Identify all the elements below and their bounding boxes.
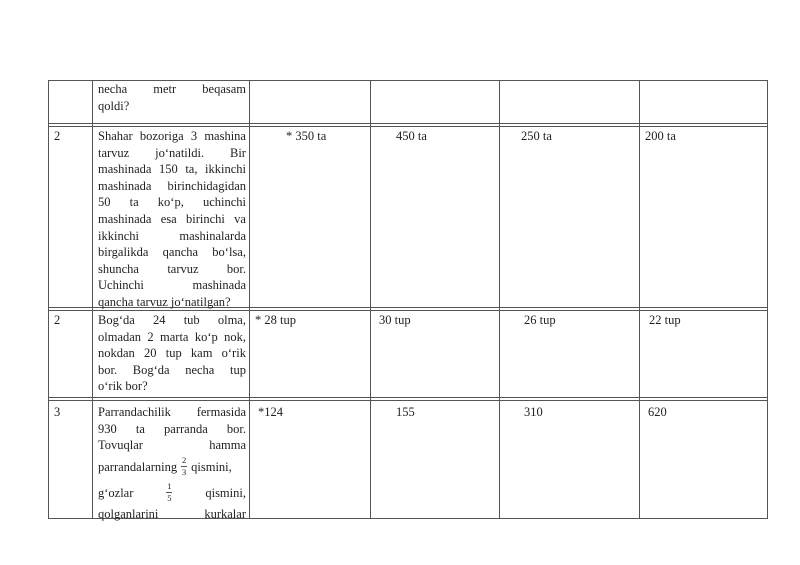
answer-option-d: 620 [648, 405, 667, 419]
column-divider [639, 80, 640, 519]
answer-option-c: 310 [524, 405, 543, 419]
column-divider [92, 80, 93, 519]
answer-option-a: * 28 tup [255, 313, 296, 327]
text-line: o‘rik bor? [98, 379, 148, 394]
text-line: 50 ta ko‘p, uchinchi [98, 195, 246, 210]
fraction-numerator: 2 [182, 455, 187, 466]
text-line-with-fraction [98, 480, 246, 506]
question-number: 3 [54, 405, 61, 419]
text-line: 930 ta parranda bor. [98, 421, 246, 436]
text-line: qolganlarini kurkalar [98, 506, 246, 521]
table-border-right [767, 80, 768, 519]
text-line: birgalikda qancha bo‘lsa, [98, 245, 246, 260]
answer-option-a: *124 [258, 405, 283, 419]
text-fragment: qismini, [191, 459, 232, 474]
text-line-with-fraction [98, 454, 246, 480]
row-divider [48, 123, 768, 124]
text-line: Tovuqlar hamma [98, 438, 246, 453]
row-divider [48, 397, 768, 398]
answer-option-d: 22 tup [649, 313, 681, 327]
text-line: Uchinchi mashinada [98, 278, 246, 293]
fraction-denominator: 5 [167, 493, 172, 504]
text-line: Shahar bozoriga 3 mashina [98, 129, 246, 143]
column-divider [370, 80, 371, 519]
column-divider [499, 80, 500, 519]
text-line: qoldi? [98, 98, 130, 113]
fraction-numerator: 1 [167, 481, 172, 492]
question-text [98, 312, 246, 395]
answer-option-c: 26 tup [524, 313, 556, 327]
text-line: ikkinchi mashinalarda [98, 228, 246, 243]
answer-option-b: 30 tup [379, 313, 411, 327]
text-line: mashinada 150 ta, ikkinchi [98, 162, 246, 177]
answer-option-a: * 350 ta [286, 129, 327, 143]
text-line: Bog‘da 24 tub olma, [98, 313, 246, 327]
column-divider [249, 80, 250, 519]
text-fragment: qismini, [205, 485, 246, 500]
text-line: shuncha tarvuz bor. [98, 261, 246, 276]
table-border-left [48, 80, 49, 519]
answer-option-b: 155 [396, 405, 415, 419]
text-line: Parrandachilik fermasida [98, 405, 246, 419]
fraction-two-thirds [181, 456, 187, 477]
row-divider [48, 400, 768, 401]
answer-option-c: 250 ta [521, 129, 552, 143]
question-number: 2 [54, 313, 61, 327]
text-line: qancha tarvuz jo‘natilgan? [98, 294, 231, 309]
question-text [98, 81, 246, 114]
text-line: olmadan 2 marta ko‘p nok, [98, 329, 246, 344]
question-number: 2 [54, 129, 61, 143]
question-text [98, 404, 246, 522]
answer-option-b: 450 ta [396, 129, 427, 143]
text-line: bor. Bog‘da necha tup [98, 362, 246, 377]
text-line: necha metr beqasam [98, 82, 246, 96]
text-line: tarvuz jo‘natildi. Bir [98, 145, 246, 160]
question-text [98, 128, 246, 311]
text-fragment: g‘ozlar [98, 485, 134, 500]
text-line: mashinada esa birinchi va [98, 211, 246, 226]
fraction-one-fifth [166, 482, 172, 503]
fraction-denominator: 3 [182, 467, 187, 478]
text-line: nokdan 20 tup kam o‘rik [98, 346, 246, 361]
text-line: mashinada birinchidagidan [98, 178, 246, 193]
answer-option-d: 200 ta [645, 129, 676, 143]
text-fragment: parrandalarning [98, 459, 178, 474]
row-divider [48, 126, 768, 127]
